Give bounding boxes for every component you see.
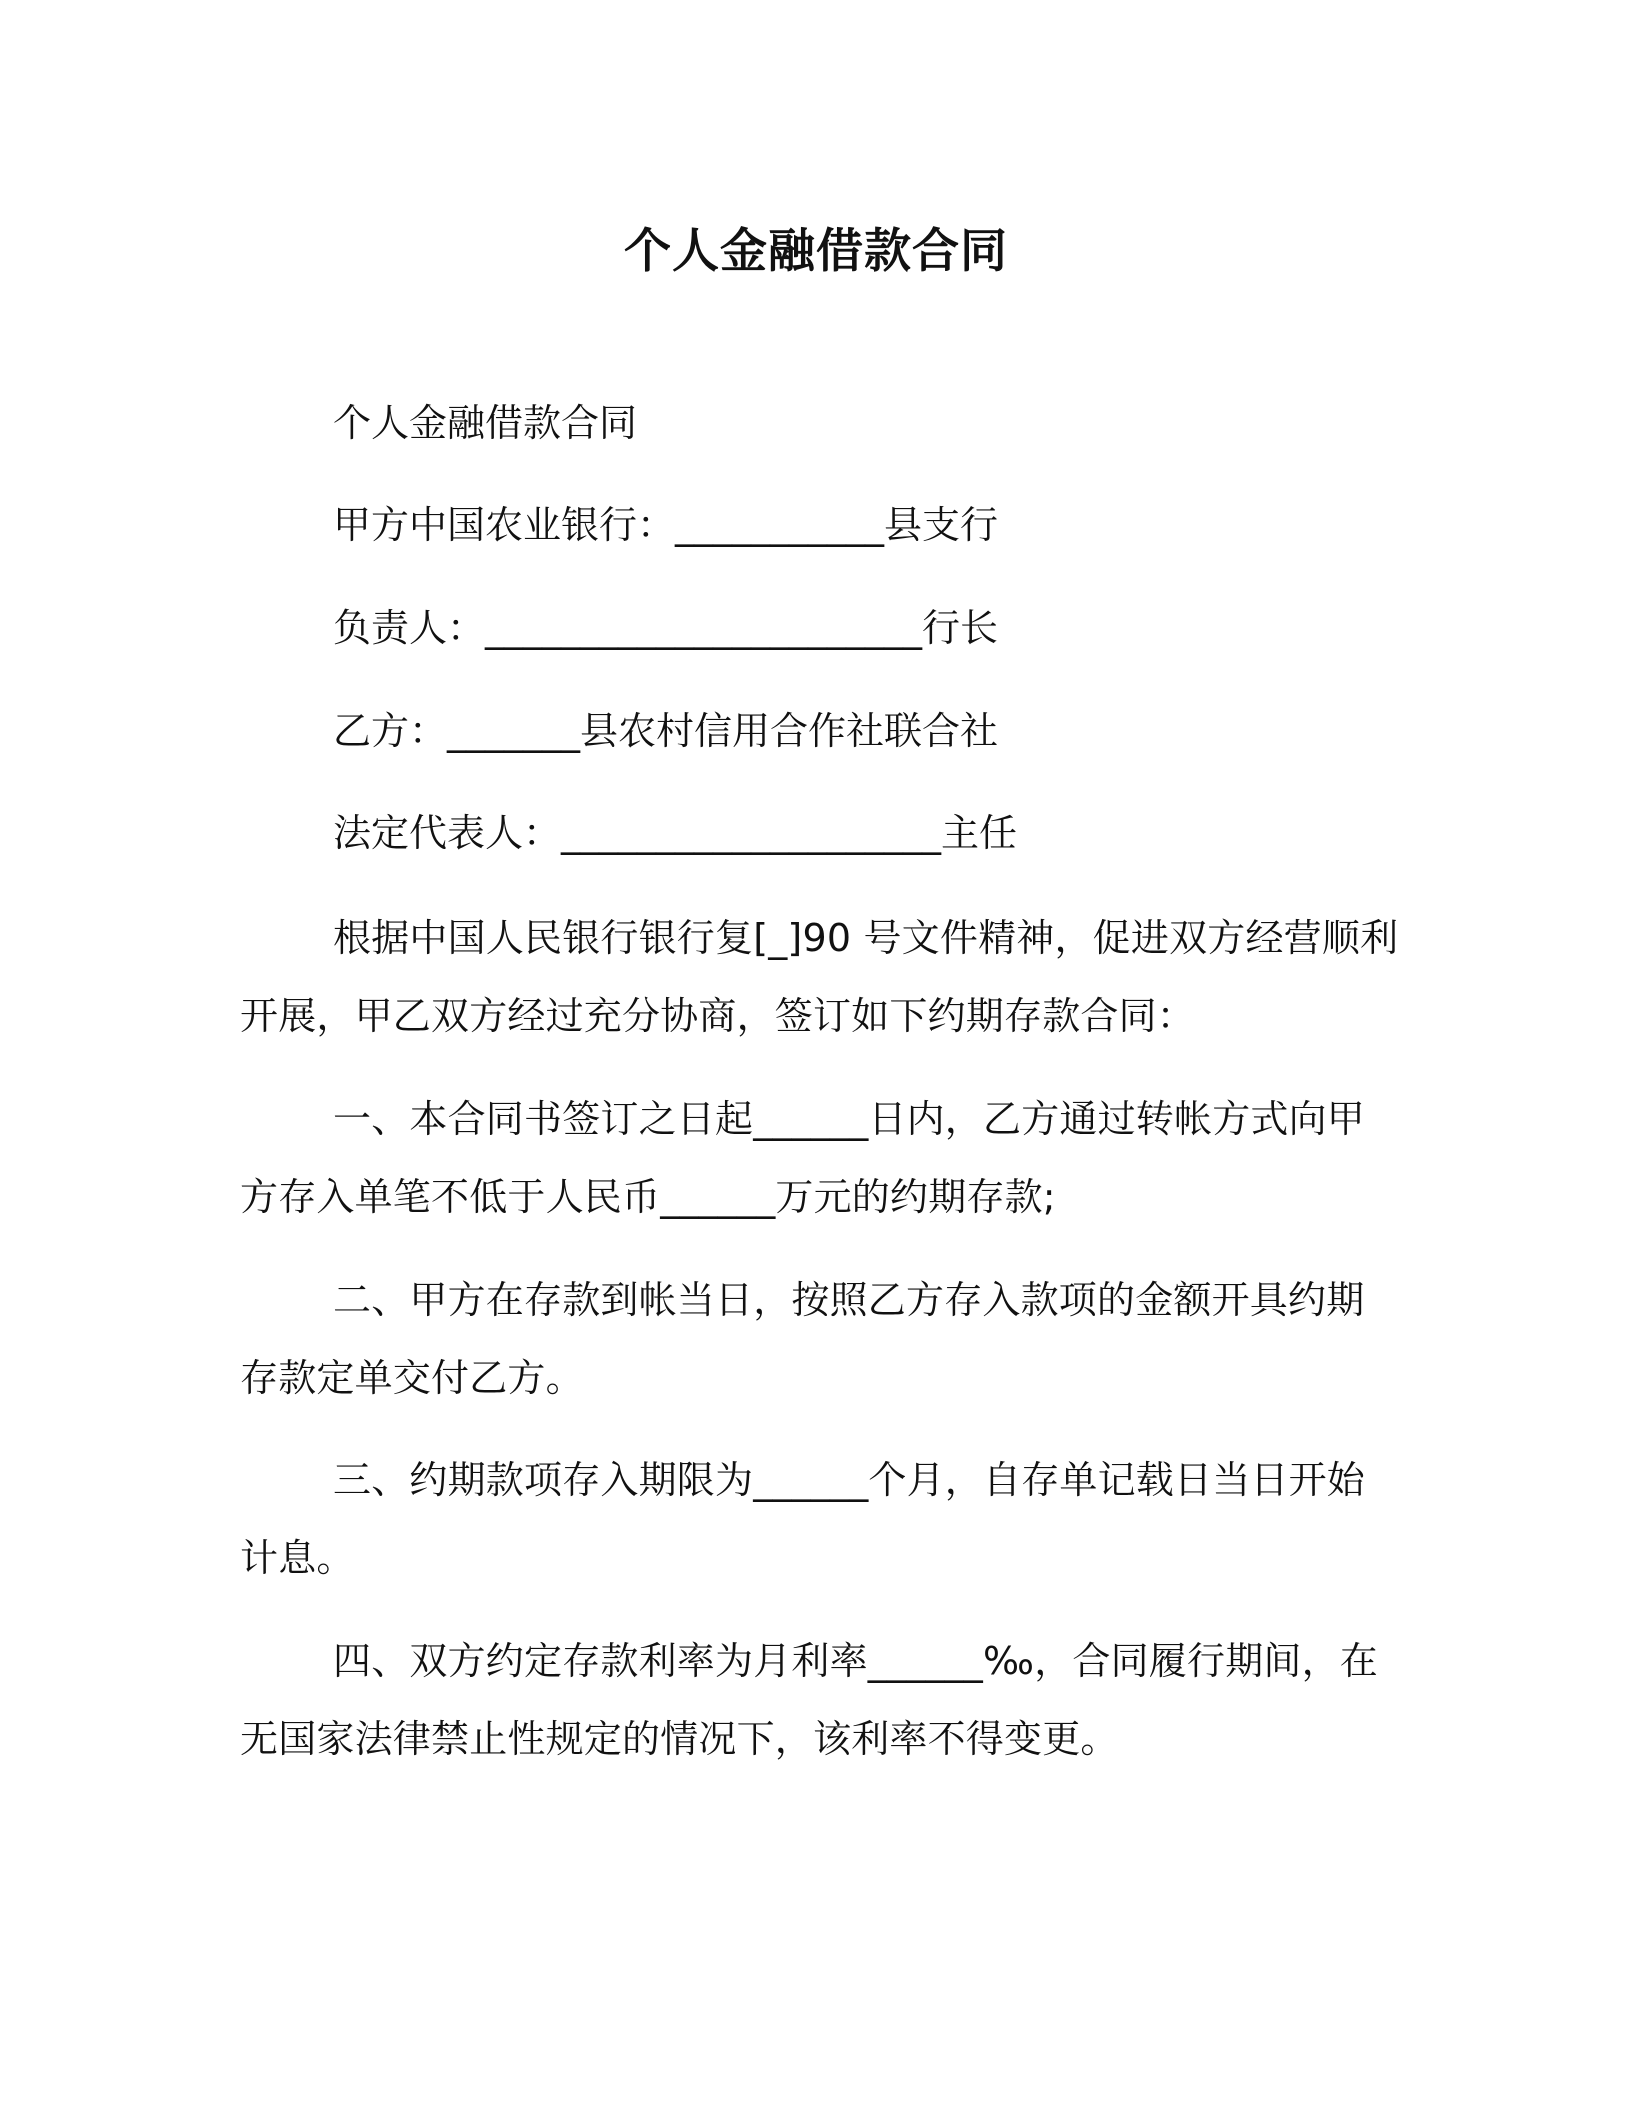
responsible-person-line: 负责人：_______________________行长 bbox=[333, 606, 999, 650]
party-a-line: 甲方中国农业银行：___________县支行 bbox=[333, 503, 999, 547]
clause-3: 三、约期款项存入期限为______个月，自存单记载日当日开始计息。 bbox=[240, 1458, 1366, 1580]
clause-2: 二、甲方在存款到帐当日，按照乙方存入款项的金额开具约期存款定单交付乙方。 bbox=[240, 1278, 1365, 1400]
clause-1: 一、本合同书签订之日起______日内，乙方通过转帐方式向甲方存入单笔不低于人民币______万元的约期存款; bbox=[240, 1097, 1366, 1219]
preamble-paragraph: 根据中国人民银行银行复[_]90 号文件精神，促进双方经营顺利开展，甲乙双方经过充分协商，签订如下约期存款合同： bbox=[240, 916, 1399, 1038]
clause-4: 四、双方约定存款利率为月利率______‰，合同履行期间，在无国家法律禁止性规定的情况下，该利率不得变更。 bbox=[240, 1639, 1378, 1761]
document-subtitle: 个人金融借款合同 bbox=[333, 401, 638, 445]
party-b-line: 乙方：_______县农村信用合作社联合社 bbox=[333, 709, 999, 753]
legal-representative-line: 法定代表人：____________________主任 bbox=[333, 811, 1018, 855]
document-title: 个人金融借款合同 bbox=[624, 224, 1008, 279]
